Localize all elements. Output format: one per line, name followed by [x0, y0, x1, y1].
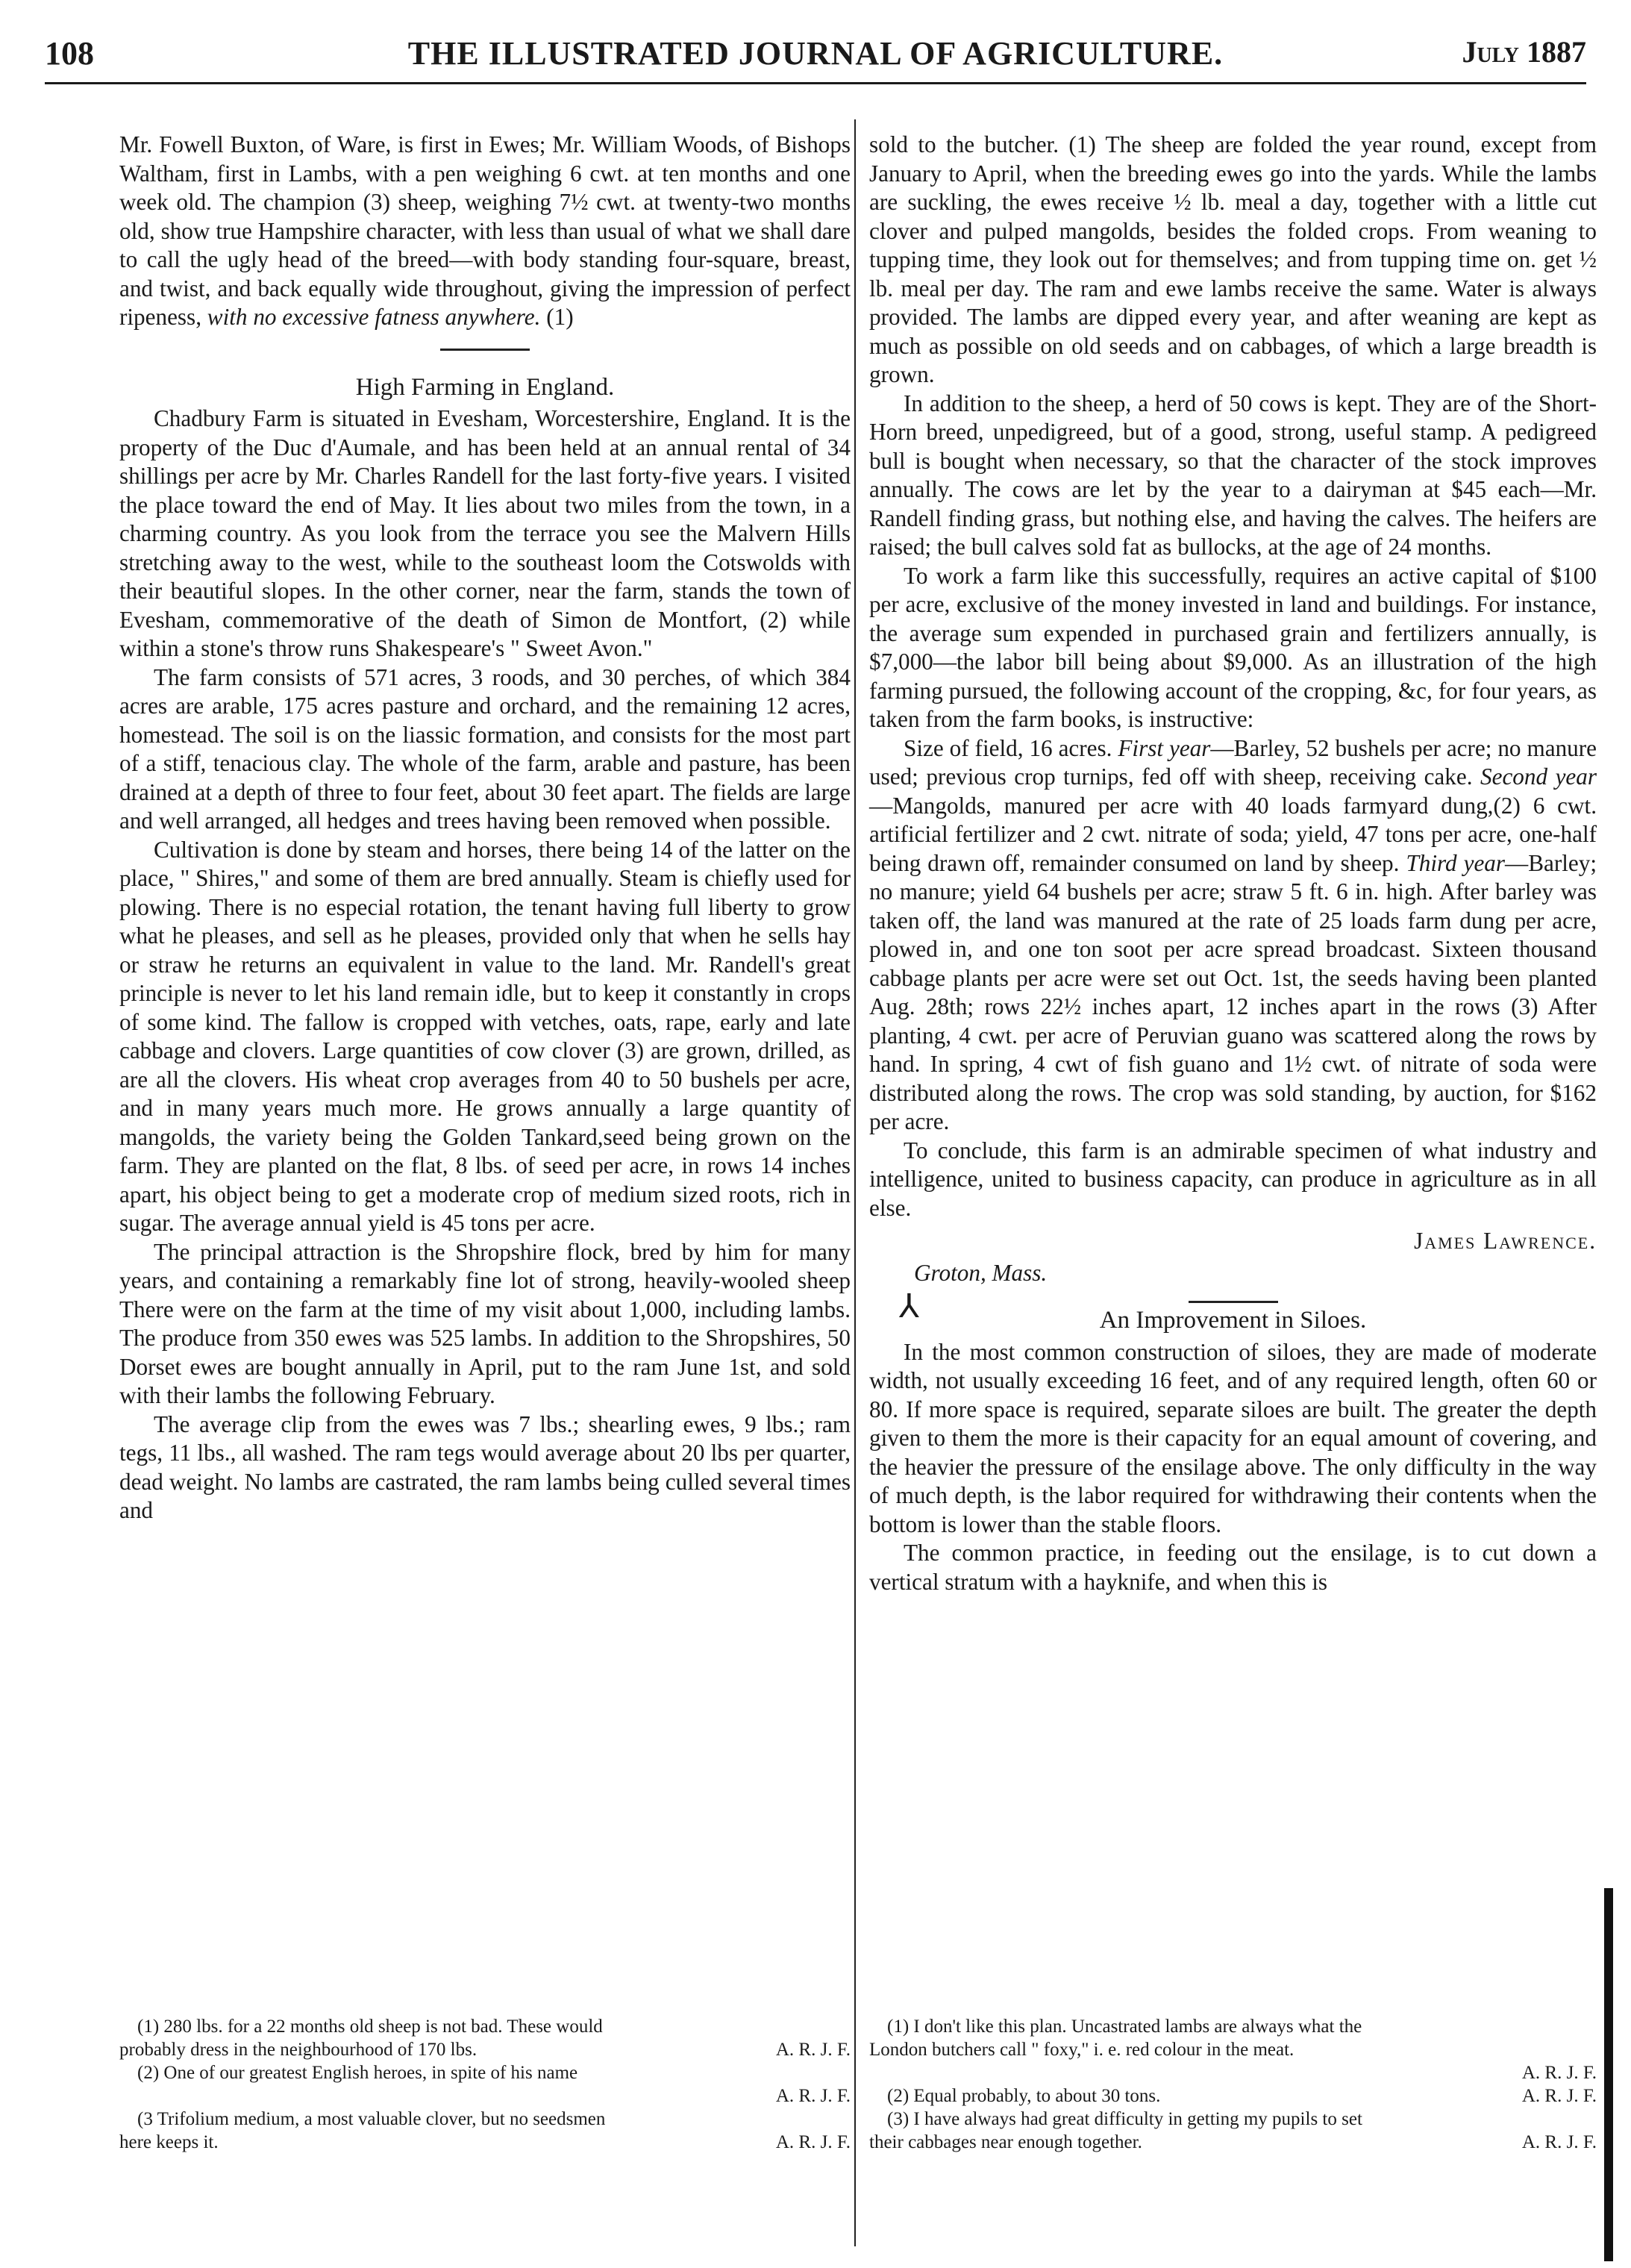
italic-phrase: with no excessive fatness anywhere. [207, 304, 541, 330]
paragraph: The principal attraction is the Shropshire flock, bred by him for many years, and containing a remarkably fine lot of strong, heavily-wooled sheep There were on the farm at the time of my visit about 1,000, including lambs. The produce from 350 ewes was 525 lambs. In addition to the Shropshires, 50 Dorset ewes are bought annually in April, put to the ram June 1st, and sold with their lambs the following February. [119, 1238, 851, 1408]
footnote-signature: A. R. J. F. [1521, 2086, 1597, 2106]
right-column [869, 131, 1597, 1596]
article-heading-siloes: ⅄ An Improvement in Siloes. [899, 1288, 1367, 1334]
author-signature: James Lawrence. [1414, 1228, 1597, 1254]
section-rule [1189, 1301, 1278, 1303]
author-place: Groton, Mass. [914, 1259, 1048, 1286]
section-rule [440, 349, 530, 351]
paragraph: In addition to the sheep, a herd of 50 cows is kept. They are of the Short-Horn breed, unpedigreed, but of a good, strong, useful stamp. A pedigreed bull is bought when necessary, so that the character of the stock improves annually. The cows are let by the year to a dairyman at $45 each—Mr. Randell finding grass, but nothing else, and having the calves. The heifers are raised; the bull calves sold fat as bullocks, at the age of 24 months. [869, 390, 1597, 560]
journal-title: THE ILLUSTRATED JOURNAL OF AGRICULTURE. [407, 35, 1224, 72]
paragraph: The common practice, in feeding out the ensilage, is to cut down a vertical stratum with a hayknife, and when this is [869, 1540, 1597, 1595]
paragraph: To work a farm like this successfully, requires an active capital of $100 per acre, exclusive of the money invested in land and buildings. For instance, the average sum expended in purchased grain and fertilizers annually, is $7,000—the labor bill being about $9,000. As an illustration of the high farming pursued, the following account of the cropping, &c, for four years, as taken from the farm books, is instructive: [869, 562, 1597, 732]
paragraph: Mr. Fowell Buxton, of Ware, is first in Ewes; Mr. William Woods, of Bishops Waltham, first in Lambs, with a pen weighing 6 cwt. at ten months and one week old. The champion (3) sheep, weighing 7½ cwt. at twenty-two months old, show true Hampshire character, with less than usual of what we shall dare to call the ugly head of the breed—with body standing four-square, breast, and twist, and back equally wide throughout, giving the impression of perfect ripeness, with no excessive fatness anywhere. (1) [119, 131, 851, 330]
paragraph: Cultivation is done by steam and horses, there being 14 of the latter on the place, " Shires," and some of them are bred annually. Steam is chiefly used for plowing. There is no especial rotation, the tenant having full liberty to grow what he pleases, and sell as he pleases, provided only that when he sells hay or straw he returns an equivalent in value to the land. Mr. Randell's great principle is never to let his land remain idle, but to keep it constantly in crops of some kind. The fallow is cropped with vetches, oats, rape, early and late cabbage and clovers. Large quantities of cow clover (3) are grown, drilled, as are all the clovers. His wheat crop averages from 40 to 50 bushels per acre, and in many years much more. He grows annually a large quantity of mangolds, the variety being the Golden Tankard,seed being grown on the farm. They are planted on the flat, 8 lbs. of seed per acre, in rows 14 inches apart, his object being to get a moderate crop of medium sized roots, rich in sugar. The average annual yield is 45 tons per acre. [119, 836, 851, 1236]
article-heading-high-farming: High Farming in England. [355, 373, 615, 401]
right-footnotes: (1) I don't like this plan. Uncastrated lambs are always what the London butchers call " foxy," i. e. red colour in the meat. A. R. J. F. (2) Equal probably, to about 30 tons. A. R. J. F. (3) I have always had great difficulty in getting my pupils to set their cabbages near enough together. A. R. J. F. [869, 2016, 1597, 2152]
footnote-3: (3 Trifolium medium, a most valuable clover, but no seedsmen [137, 2109, 606, 2129]
paragraph: To conclude, this farm is an admirable specimen of what industry and intelligence, united to business capacity, can produce in agriculture as in all else. [869, 1137, 1597, 1221]
column-divider [854, 119, 856, 2246]
issue-date: July 1887 [1462, 35, 1586, 69]
footnote-3: (3) I have always had great difficulty in getting my pupils to set [887, 2109, 1362, 2129]
footnote-signature: A. R. J. F. [775, 2040, 851, 2060]
left-footnotes: (1) 280 lbs. for a 22 months old sheep is not bad. These would probably dress in the neighbourhood of 170 lbs. A. R. J. F. (2) One of our greatest English heroes, in spite of his name A. R. J. F. (3 Trifolium medium, a most valuable clover, but no seedsmen here keeps it. A. R. J. F. [119, 2016, 851, 2152]
footnote-signature: A. R. J. F. [775, 2132, 851, 2152]
footnote-1: (1) 280 lbs. for a 22 months old sheep is not bad. These would [137, 2016, 603, 2037]
footnote-signature: A. R. J. F. [1521, 2063, 1597, 2083]
page-number: 108 [45, 35, 94, 72]
left-column [119, 131, 851, 1525]
paragraph: In the most common construction of siloes, they are made of moderate width, not usually exceeding 16 feet, and of any required length, often 60 or 80. If more space is required, separate siloes are built. The greater the depth given to them the more is their capacity for an equal amount of covering, and the heavier the pressure of the ensilage above. The only difficulty in the way of much depth, is the labor required for withdrawing their contents when the bottom is lower than the stable floors. [869, 1338, 1597, 1537]
scan-edge-shadow [1604, 1888, 1613, 2261]
footnote-1: (1) I don't like this plan. Uncastrated lambs are always what the [887, 2016, 1362, 2037]
handwritten-mark: ⅄ [899, 1288, 919, 1325]
paragraph: Size of field, 16 acres. First year—Barley, 52 bushels per acre; no manure used; previous crop turnips, fed off with sheep, receiving cake. Second year—Mangolds, manured per acre with 40 loads farmyard dung,(2) 6 cwt. artificial fertilizer and 2 cwt. nitrate of soda; yield, 47 tons per acre, one-half being drawn off, remainder consumed on land by sheep. Third year—Barley; no manure; yield 64 bushels per acre; straw 5 ft. 6 in. high. After barley was taken off, the land was manured at the rate of 25 loads farm dung per acre, plowed in, and one ton soot per acre spread broadcast. Sixteen thousand cabbage plants per acre were set out Oct. 1st, the seeds having been planted Aug. 28th; rows 22½ inches apart, 12 inches apart in the rows (3) After planting, 4 cwt. per acre of Peruvian guano was scattered along the rows by hand. In spring, 4 cwt of fish guano and 1½ cwt. of nitrate of soda were distributed along the rows. The crop was sold standing, by auction, for $162 per acre. [869, 734, 1597, 1134]
page-header [45, 30, 1586, 84]
paragraph: Chadbury Farm is situated in Evesham, Worcestershire, England. It is the property of the Duc d'Aumale, and has been held at an annual rental of 34 shillings per acre by Mr. Charles Randell for the last forty-five years. I visited the place toward the end of May. It lies about two miles from the town, in a charming country. As you look from the terrace you see the Malvern Hills stretching away to the west, while to the southeast loom the Cotswolds with their beautiful slopes. In the other corner, near the farm, stands the town of Evesham, commemorative of the death of Simon de Montfort, (2) while within a stone's throw runs Shakespeare's " Sweet Avon." [119, 405, 851, 661]
paragraph: sold to the butcher. (1) The sheep are folded the year round, except from January to April, when the breeding ewes go into the yards. While the lambs are suckling, the ewes receive ½ lb. meal a day, together with a little cut clover and pulped mangolds, besides the folded crops. From weaning to tupping time, they look out for themselves; and from tupping time on. get ½ lb. meal per day. The ram and ewe lambs receive the same. Water is always provided. The lambs are dipped every year, and after weaning are kept as much as possible on old seeds and on cabbages, of which a large breadth is grown. [869, 131, 1597, 387]
paragraph: The farm consists of 571 acres, 3 roods, and 30 perches, of which 384 acres are arable, 175 acres pasture and orchard, and the remaining 12 acres, homestead. The soil is on the liassic formation, and consists for the most part of a stiff, tenacious clay. The whole of the farm, arable and pasture, has been drained at a depth of three to four feet, about 30 feet apart. The fields are large and well arranged, all hedges and trees having been removed when possible. [119, 663, 851, 834]
paragraph: The average clip from the ewes was 7 lbs.; shearling ewes, 9 lbs.; ram tegs, 11 lbs., all washed. The ram tegs would average about 20 lbs per quarter, dead weight. No lambs are castrated, the ram lambs being culled several times and [119, 1411, 851, 1523]
footnote-2: (2) One of our greatest English heroes, in spite of his name [137, 2063, 578, 2083]
footnote-signature: A. R. J. F. [1521, 2132, 1597, 2152]
footnote-signature: A. R. J. F. [775, 2086, 851, 2106]
footnote-2: (2) Equal probably, to about 30 tons. [887, 2086, 1161, 2106]
